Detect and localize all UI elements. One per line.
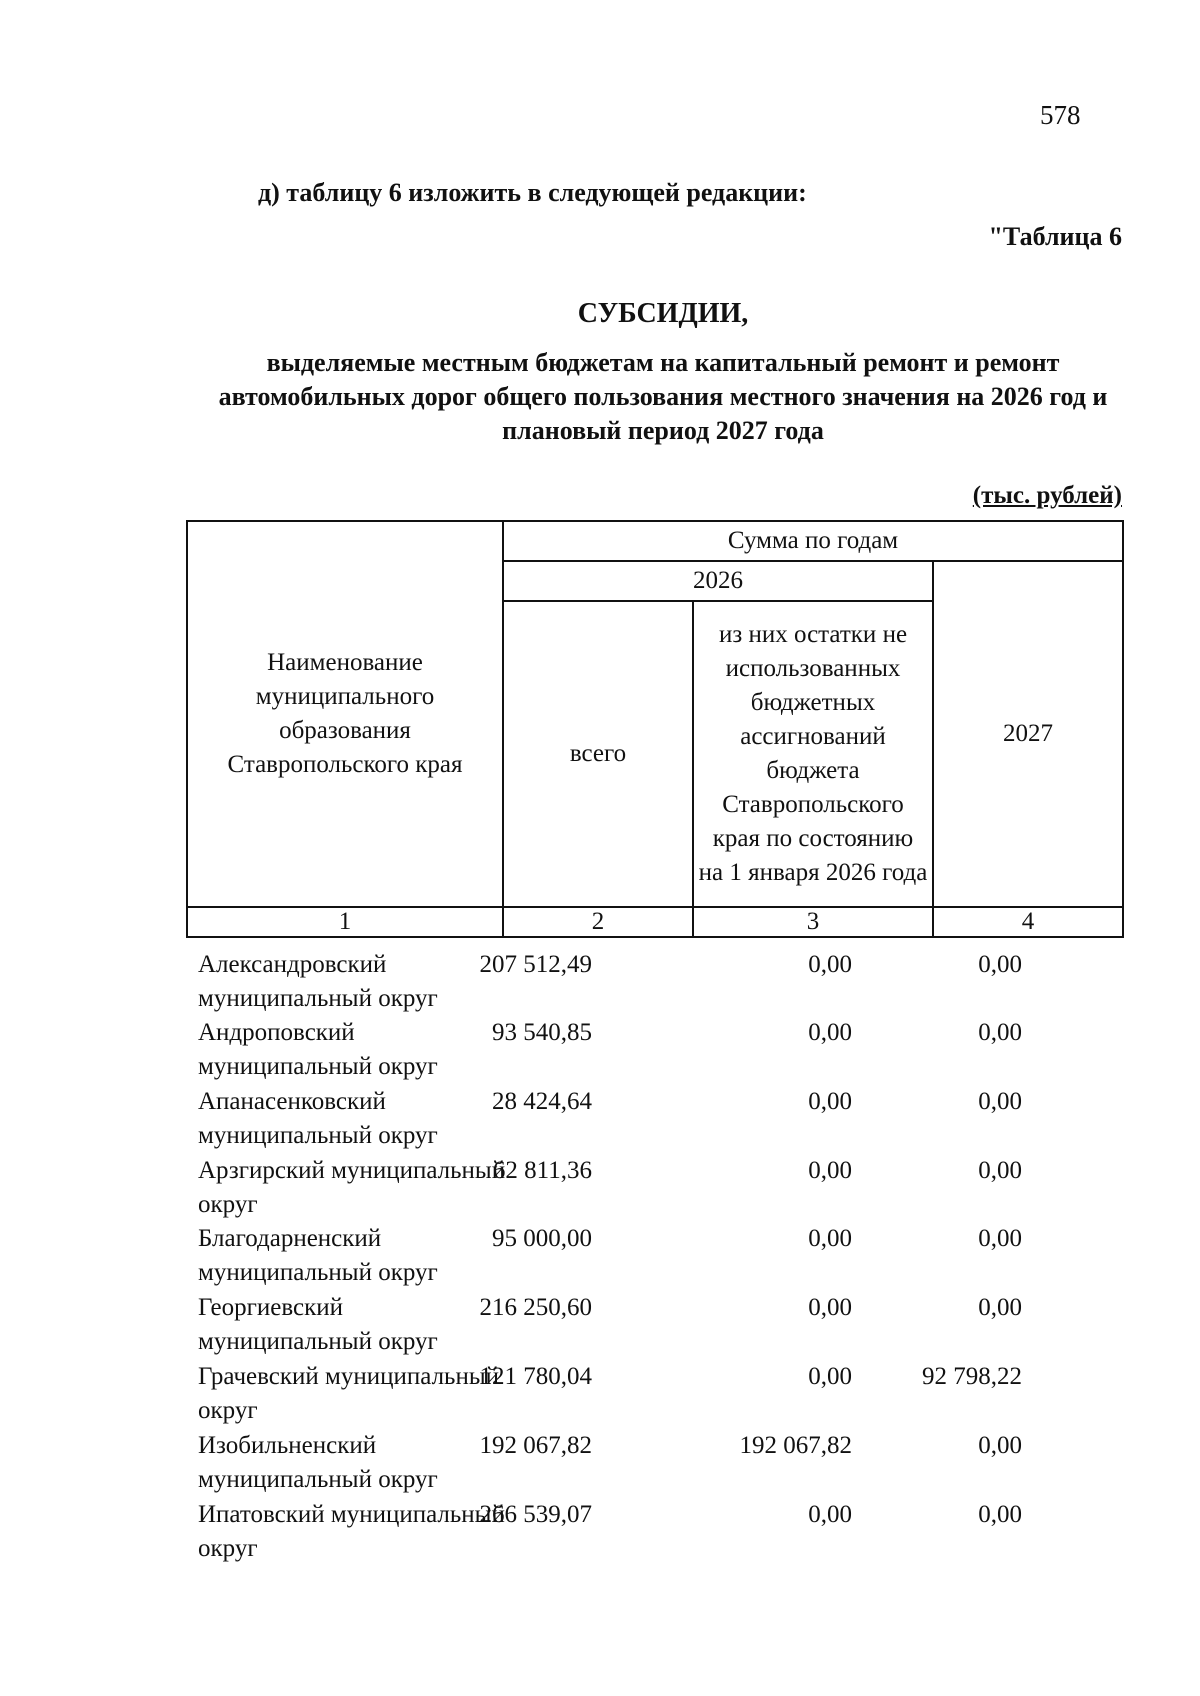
municipality-name: Грачевский муниципальный округ: [198, 1363, 500, 1424]
value-2027: 92 798,22: [922, 1363, 1022, 1390]
column-number: 2: [503, 907, 693, 937]
table-row: [186, 1085, 1122, 1151]
table-row: [186, 1360, 1122, 1426]
municipality-name: Арзгирский муниципальный округ: [198, 1157, 506, 1218]
remainder-2026-value: 0,00: [808, 1088, 852, 1115]
total-2026-value: 121 780,04: [479, 1363, 592, 1390]
column-number: 3: [693, 907, 933, 937]
municipality-name: Изобильненский муниципальный округ: [198, 1432, 438, 1493]
table-row: [186, 1016, 1122, 1082]
value-2027: 0,00: [978, 951, 1022, 978]
value-2027: 0,00: [978, 1225, 1022, 1252]
value-2027: 0,00: [978, 1501, 1022, 1528]
remainder-column-header: из них остатки не использованных бюджетных ассигнований бюджета Ставропольского края по состоянию на 1 января 2026 года: [693, 601, 933, 907]
remainder-2026-value: 0,00: [808, 1019, 852, 1046]
municipality-name: Благодарненский муниципальный округ: [198, 1225, 438, 1286]
remainder-2026-value: 0,00: [808, 951, 852, 978]
table-row: [186, 948, 1122, 1014]
total-2026-value: 95 000,00: [492, 1225, 592, 1252]
remainder-2026-value: 0,00: [808, 1157, 852, 1184]
value-2027: 0,00: [978, 1294, 1022, 1321]
document-title: СУБСИДИИ,: [577, 298, 749, 329]
year-2026-header: 2026: [503, 561, 933, 601]
sum-by-years-header: Сумма по годам: [503, 521, 1123, 561]
total-2026-value: 28 424,64: [492, 1088, 592, 1115]
municipality-name: Георгиевский муниципальный округ: [198, 1294, 438, 1355]
intro-text: д) таблицу 6 изложить в следующей редакции:: [258, 178, 807, 207]
value-2027: 0,00: [978, 1019, 1022, 1046]
remainder-2026-value: 0,00: [808, 1501, 852, 1528]
remainder-2026-value: 0,00: [808, 1294, 852, 1321]
page-number: 578: [1040, 100, 1081, 130]
municipality-name: Александровский муниципальный округ: [198, 951, 438, 1012]
column-number: 1: [187, 907, 503, 937]
year-2027-header: 2027: [933, 561, 1123, 907]
value-2027: 0,00: [978, 1088, 1022, 1115]
total-2026-value: 207 512,49: [479, 951, 592, 978]
table-row: [186, 1154, 1122, 1220]
total-2026-value: 216 250,60: [479, 1294, 592, 1321]
total-column-header: всего: [503, 601, 693, 907]
total-2026-value: 192 067,82: [479, 1432, 592, 1459]
total-2026-value: 93 540,85: [492, 1019, 592, 1046]
table-row: [186, 1291, 1122, 1357]
remainder-2026-value: 192 067,82: [739, 1432, 852, 1459]
table-row: [186, 1498, 1122, 1564]
document-subtitle: выделяемые местным бюджетам на капитальный ремонт и ремонт автомобильных дорог общего пользования местного значения на 2026 год и плановый период 2027 года: [218, 348, 1108, 445]
value-2027: 0,00: [978, 1432, 1022, 1459]
table-caption: "Таблица 6: [988, 222, 1122, 251]
subsidies-table-header: [186, 520, 1124, 938]
total-2026-value: 266 539,07: [479, 1501, 592, 1528]
total-2026-value: 62 811,36: [492, 1157, 592, 1184]
municipality-name: Андроповский муниципальный округ: [198, 1019, 438, 1080]
municipality-name: Апанасенковский муниципальный округ: [198, 1088, 438, 1149]
value-2027: 0,00: [978, 1157, 1022, 1184]
name-column-header: Наименование муниципального образования Ставропольского края: [187, 521, 503, 907]
municipality-name: Ипатовский муниципальный округ: [198, 1501, 505, 1562]
table-row: [186, 1429, 1122, 1495]
table-row: [186, 1222, 1122, 1288]
remainder-2026-value: 0,00: [808, 1225, 852, 1252]
units-label: (тыс. рублей): [972, 482, 1122, 509]
remainder-2026-value: 0,00: [808, 1363, 852, 1390]
column-number: 4: [933, 907, 1123, 937]
